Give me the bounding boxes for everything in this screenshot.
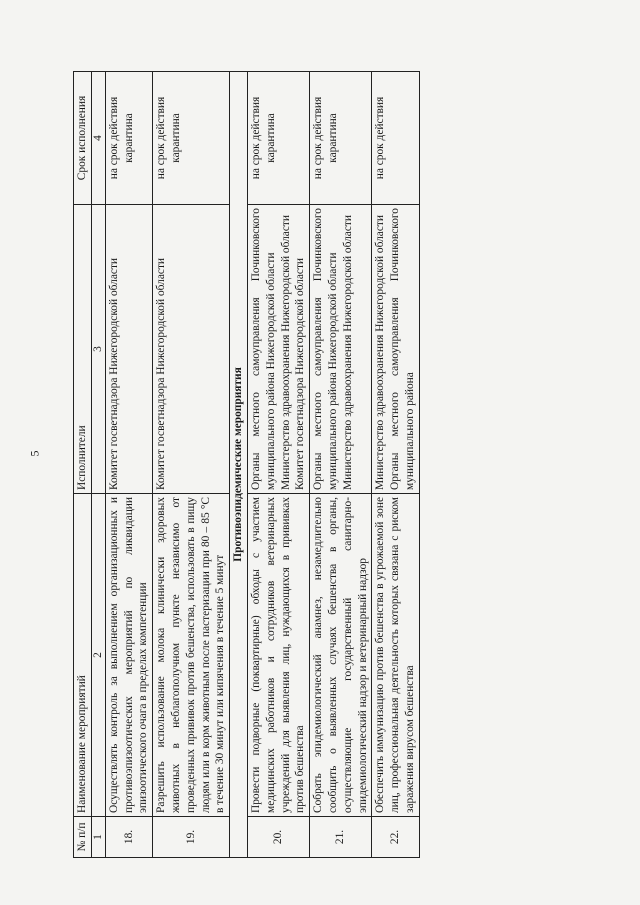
executor-entry: Комитет госветнадзора Нижегородской области [294,257,307,490]
executors-cell [247,205,309,494]
table-row [310,72,372,858]
column-index-cell: 4 [91,72,105,205]
column-index-cell: 1 [91,817,105,858]
table-row [153,72,230,858]
table-header-row [74,72,92,858]
header-num: № п/п [74,817,92,858]
executor-entry: Комитет госветнадзора Нижегородской области [107,257,120,490]
executor-entry: Органы местного самоуправления Починковского муниципального района Нижегородской области [312,208,339,490]
executor-entry: Комитет госветнадзора Нижегородской области [155,257,168,490]
executors-cell [310,205,372,494]
row-number: 21. [310,817,372,858]
term-cell: на срок действия карантина [153,72,230,205]
rows-group-b [247,72,419,858]
executor-entry: Министерство здравоохранения Нижегородской области [279,215,292,490]
measure-name: Собрать эпидемиологический анамнез, незамедлительно сообщить о выявленных случаях бешенства в органы, осуществляющие государственный санитарно-эпидемиологический надзор и ветеринарный надзор [310,494,372,817]
column-index-cell: 2 [91,494,105,817]
table-row [372,72,419,858]
executors-cell [153,205,230,494]
term-cell: на срок действия карантина [105,72,152,205]
rows-group-a [105,72,229,858]
measure-name: Провести подворные (поквартирные) обходы с участием медицинских работников и сотрудников ветеринарных учреждений для выявления лиц, нуждающихся в прививках против бешенства [247,494,309,817]
measure-name: Осуществлять контроль за выполнением организационных и противоэпизоотических мероприятий по ликвидации эпизоотического очага в пределах компетенции [105,494,152,817]
executor-entry: Органы местного самоуправления Починковского муниципального района [389,208,416,490]
row-number: 19. [153,817,230,858]
term-cell: на срок действия карантина [247,72,309,205]
rotated-table-sheet [73,76,528,858]
column-index-cell: 3 [91,205,105,494]
section-row [230,72,248,858]
executor-entry: Министерство здравоохранения Нижегородской области [341,215,354,490]
term-cell: на срок действия карантина [310,72,372,205]
executors-cell [105,205,152,494]
header-term: Срок исполнения [74,72,92,205]
measure-name: Обеспечить иммунизацию против бешенства в угрожаемой зоне лиц, профессиональная деятельность которых связана с риском заражения вирусом бешенства [372,494,419,817]
executor-entry: Органы местного самоуправления Починковского муниципального района Нижегородской области [249,208,277,490]
page-number: 5 [27,450,42,457]
row-number: 20. [247,817,309,858]
column-index-row [91,72,105,858]
header-executors: Исполнители [74,205,92,494]
executor-entry: Министерство здравоохранения Нижегородской области [374,215,387,490]
measure-name: Разрешить использование молока клинически здоровых животных в неблагополучном пункте независимо от проведенных прививок против бешенства, использовать в пищу людям или в корм животным после пастеризации при 80 – 85 °С в течение 30 минут или кипячения в течение 5 минут [153,494,230,817]
executors-cell [372,205,419,494]
measures-table [73,71,420,858]
table-row [247,72,309,858]
row-number: 18. [105,817,152,858]
section-title: Противоэпидемические мероприятия [230,72,248,858]
term-cell: на срок действия [372,72,419,205]
row-number: 22. [372,817,419,858]
table-row [105,72,152,858]
header-name: Наименование мероприятий [74,494,92,817]
